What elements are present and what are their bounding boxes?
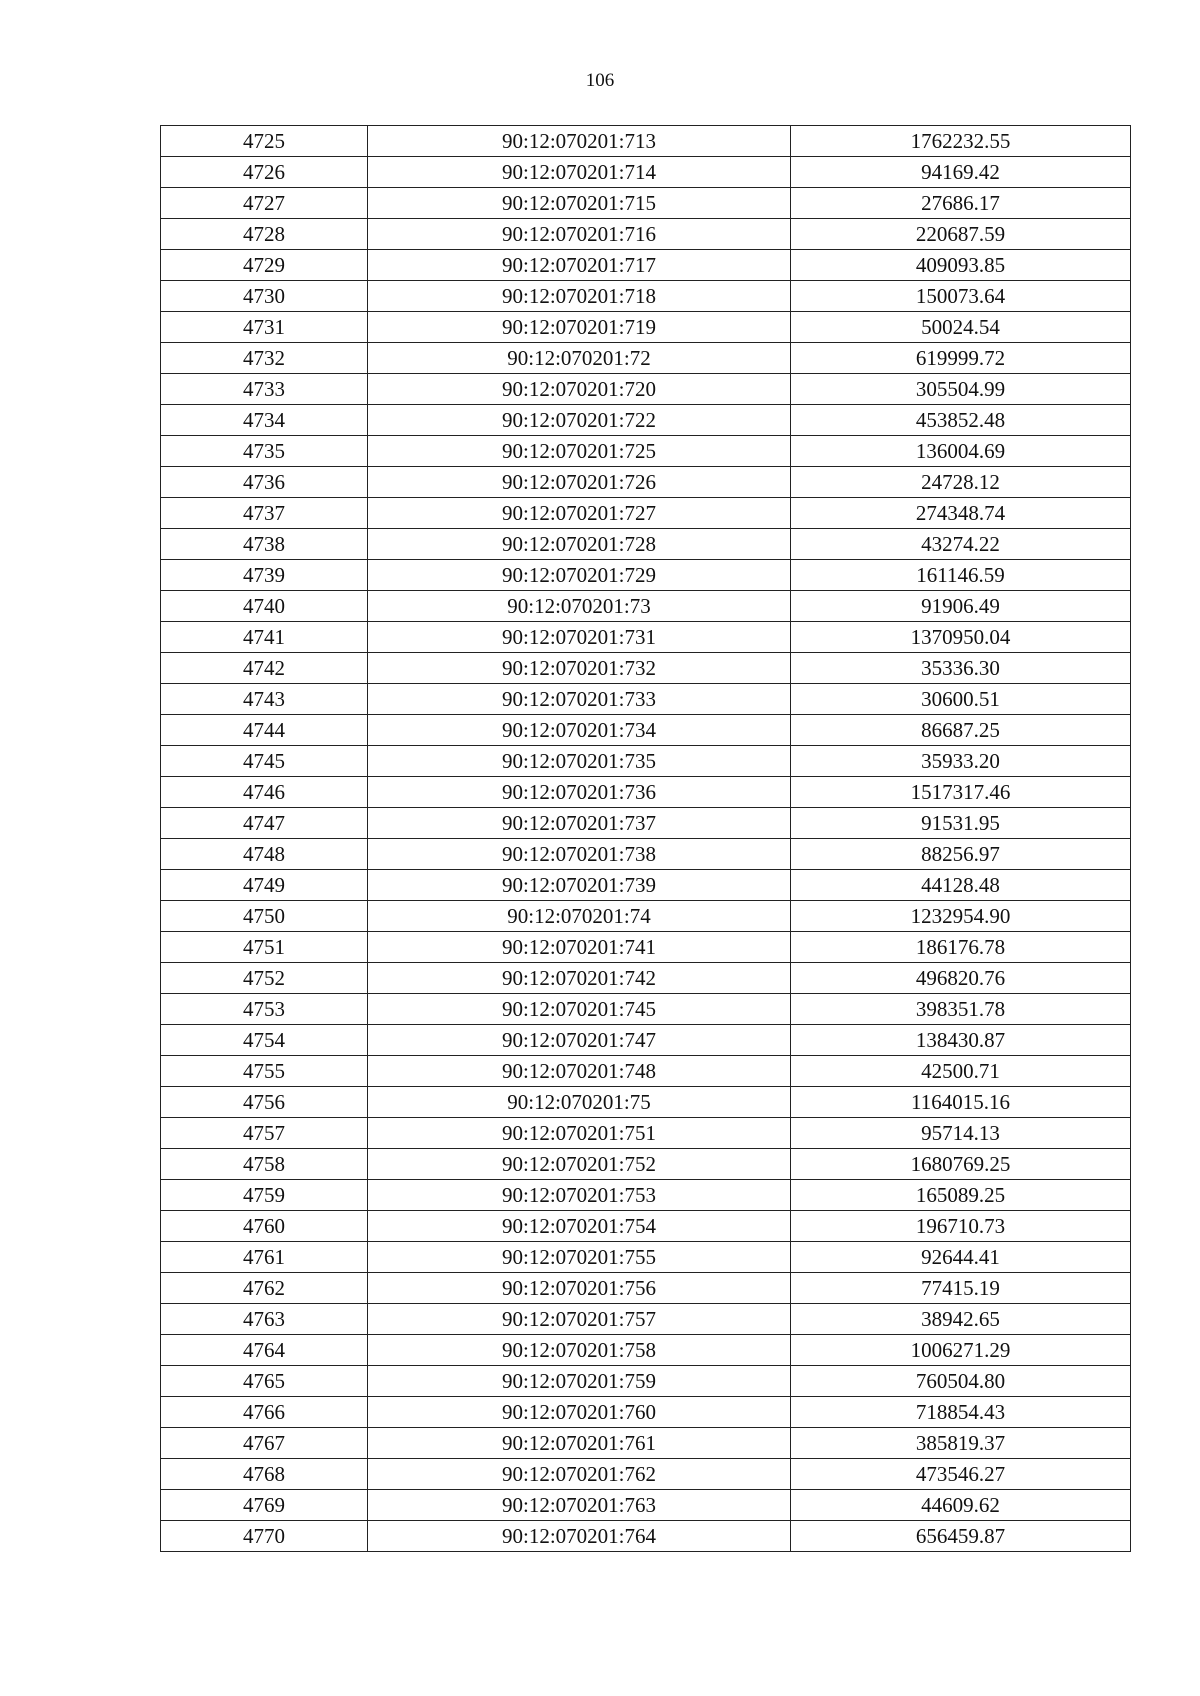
table-row [161,839,1131,870]
table-row [161,808,1131,839]
cadastral-number-cell: 90:12:070201:725 [368,436,791,467]
value-cell: 42500.71 [791,1056,1131,1087]
row-number-cell: 4736 [161,467,368,498]
row-number-cell: 4745 [161,746,368,777]
table-row [161,405,1131,436]
value-cell: 1164015.16 [791,1087,1131,1118]
value-cell: 136004.69 [791,436,1131,467]
table-row [161,653,1131,684]
row-number-cell: 4756 [161,1087,368,1118]
cadastral-number-cell: 90:12:070201:733 [368,684,791,715]
cadastral-number-cell: 90:12:070201:732 [368,653,791,684]
row-number-cell: 4739 [161,560,368,591]
cadastral-number-cell: 90:12:070201:726 [368,467,791,498]
cadastral-number-cell: 90:12:070201:751 [368,1118,791,1149]
row-number-cell: 4742 [161,653,368,684]
cadastral-number-cell: 90:12:070201:718 [368,281,791,312]
value-cell: 43274.22 [791,529,1131,560]
cadastral-number-cell: 90:12:070201:715 [368,188,791,219]
cadastral-number-cell: 90:12:070201:739 [368,870,791,901]
row-number-cell: 4763 [161,1304,368,1335]
cadastral-number-cell: 90:12:070201:729 [368,560,791,591]
cadastral-number-cell: 90:12:070201:734 [368,715,791,746]
cadastral-number-cell: 90:12:070201:741 [368,932,791,963]
value-cell: 138430.87 [791,1025,1131,1056]
table-row [161,219,1131,250]
row-number-cell: 4749 [161,870,368,901]
value-cell: 385819.37 [791,1428,1131,1459]
cadastral-number-cell: 90:12:070201:717 [368,250,791,281]
table-row [161,777,1131,808]
table-row [161,1180,1131,1211]
value-cell: 305504.99 [791,374,1131,405]
row-number-cell: 4747 [161,808,368,839]
value-cell: 409093.85 [791,250,1131,281]
table-row [161,126,1131,157]
row-number-cell: 4740 [161,591,368,622]
table-row [161,715,1131,746]
row-number-cell: 4765 [161,1366,368,1397]
row-number-cell: 4744 [161,715,368,746]
value-cell: 150073.64 [791,281,1131,312]
value-cell: 35336.30 [791,653,1131,684]
row-number-cell: 4768 [161,1459,368,1490]
cadastral-number-cell: 90:12:070201:714 [368,157,791,188]
table-row [161,281,1131,312]
table-row [161,1521,1131,1552]
table-row [161,1056,1131,1087]
row-number-cell: 4746 [161,777,368,808]
row-number-cell: 4733 [161,374,368,405]
row-number-cell: 4764 [161,1335,368,1366]
row-number-cell: 4751 [161,932,368,963]
row-number-cell: 4737 [161,498,368,529]
value-cell: 86687.25 [791,715,1131,746]
row-number-cell: 4755 [161,1056,368,1087]
row-number-cell: 4769 [161,1490,368,1521]
row-number-cell: 4753 [161,994,368,1025]
cadastral-number-cell: 90:12:070201:754 [368,1211,791,1242]
cadastral-number-cell: 90:12:070201:758 [368,1335,791,1366]
cadastral-number-cell: 90:12:070201:719 [368,312,791,343]
cadastral-number-cell: 90:12:070201:763 [368,1490,791,1521]
table-row [161,1118,1131,1149]
cadastral-number-cell: 90:12:070201:728 [368,529,791,560]
row-number-cell: 4761 [161,1242,368,1273]
row-number-cell: 4770 [161,1521,368,1552]
value-cell: 453852.48 [791,405,1131,436]
table-row [161,436,1131,467]
value-cell: 186176.78 [791,932,1131,963]
row-number-cell: 4727 [161,188,368,219]
row-number-cell: 4734 [161,405,368,436]
row-number-cell: 4741 [161,622,368,653]
value-cell: 91906.49 [791,591,1131,622]
cadastral-number-cell: 90:12:070201:753 [368,1180,791,1211]
row-number-cell: 4731 [161,312,368,343]
cadastral-number-cell: 90:12:070201:73 [368,591,791,622]
table-row [161,1490,1131,1521]
table-row [161,1087,1131,1118]
value-cell: 220687.59 [791,219,1131,250]
value-cell: 161146.59 [791,560,1131,591]
cadastral-number-cell: 90:12:070201:764 [368,1521,791,1552]
value-cell: 496820.76 [791,963,1131,994]
value-cell: 1370950.04 [791,622,1131,653]
cadastral-number-cell: 90:12:070201:727 [368,498,791,529]
cadastral-number-cell: 90:12:070201:761 [368,1428,791,1459]
table-row [161,529,1131,560]
value-cell: 38942.65 [791,1304,1131,1335]
value-cell: 27686.17 [791,188,1131,219]
cadastral-number-cell: 90:12:070201:747 [368,1025,791,1056]
cadastral-number-cell: 90:12:070201:757 [368,1304,791,1335]
value-cell: 24728.12 [791,467,1131,498]
value-cell: 92644.41 [791,1242,1131,1273]
cadastral-number-cell: 90:12:070201:759 [368,1366,791,1397]
value-cell: 718854.43 [791,1397,1131,1428]
table-row [161,901,1131,932]
table-body [161,126,1131,1552]
row-number-cell: 4743 [161,684,368,715]
table-row [161,994,1131,1025]
row-number-cell: 4732 [161,343,368,374]
table-row [161,932,1131,963]
row-number-cell: 4767 [161,1428,368,1459]
table-row [161,1459,1131,1490]
table-row [161,746,1131,777]
value-cell: 760504.80 [791,1366,1131,1397]
table-row [161,467,1131,498]
value-cell: 44128.48 [791,870,1131,901]
row-number-cell: 4728 [161,219,368,250]
table-row [161,684,1131,715]
cadastral-number-cell: 90:12:070201:745 [368,994,791,1025]
table-row [161,1149,1131,1180]
table-row [161,1428,1131,1459]
value-cell: 1762232.55 [791,126,1131,157]
cadastral-number-cell: 90:12:070201:760 [368,1397,791,1428]
value-cell: 30600.51 [791,684,1131,715]
value-cell: 196710.73 [791,1211,1131,1242]
row-number-cell: 4748 [161,839,368,870]
row-number-cell: 4762 [161,1273,368,1304]
value-cell: 88256.97 [791,839,1131,870]
page-number: 106 [585,70,615,91]
table-row [161,963,1131,994]
value-cell: 274348.74 [791,498,1131,529]
row-number-cell: 4754 [161,1025,368,1056]
cadastral-number-cell: 90:12:070201:722 [368,405,791,436]
value-cell: 398351.78 [791,994,1131,1025]
cadastral-number-cell: 90:12:070201:756 [368,1273,791,1304]
table-row [161,188,1131,219]
row-number-cell: 4735 [161,436,368,467]
table-row [161,591,1131,622]
value-cell: 1680769.25 [791,1149,1131,1180]
table-row [161,622,1131,653]
value-cell: 165089.25 [791,1180,1131,1211]
cadastral-number-cell: 90:12:070201:716 [368,219,791,250]
value-cell: 1232954.90 [791,901,1131,932]
value-cell: 473546.27 [791,1459,1131,1490]
table-row [161,870,1131,901]
row-number-cell: 4738 [161,529,368,560]
table-row [161,1366,1131,1397]
value-cell: 44609.62 [791,1490,1131,1521]
row-number-cell: 4729 [161,250,368,281]
cadastral-number-cell: 90:12:070201:72 [368,343,791,374]
cadastral-number-cell: 90:12:070201:742 [368,963,791,994]
cadastral-number-cell: 90:12:070201:752 [368,1149,791,1180]
row-number-cell: 4750 [161,901,368,932]
row-number-cell: 4752 [161,963,368,994]
table-row [161,1025,1131,1056]
cadastral-number-cell: 90:12:070201:720 [368,374,791,405]
table-row [161,312,1131,343]
row-number-cell: 4758 [161,1149,368,1180]
cadastral-number-cell: 90:12:070201:755 [368,1242,791,1273]
cadastral-number-cell: 90:12:070201:75 [368,1087,791,1118]
row-number-cell: 4757 [161,1118,368,1149]
row-number-cell: 4726 [161,157,368,188]
cadastral-number-cell: 90:12:070201:74 [368,901,791,932]
row-number-cell: 4759 [161,1180,368,1211]
table-row [161,1211,1131,1242]
value-cell: 1006271.29 [791,1335,1131,1366]
table-row [161,1335,1131,1366]
table-row [161,374,1131,405]
cadastral-number-cell: 90:12:070201:748 [368,1056,791,1087]
cadastral-number-cell: 90:12:070201:731 [368,622,791,653]
value-cell: 91531.95 [791,808,1131,839]
data-table [160,125,1131,1552]
cadastral-number-cell: 90:12:070201:736 [368,777,791,808]
table-row [161,343,1131,374]
row-number-cell: 4725 [161,126,368,157]
value-cell: 1517317.46 [791,777,1131,808]
value-cell: 656459.87 [791,1521,1131,1552]
value-cell: 50024.54 [791,312,1131,343]
table-row [161,1304,1131,1335]
cadastral-number-cell: 90:12:070201:737 [368,808,791,839]
table-row [161,498,1131,529]
table-row [161,157,1131,188]
cadastral-number-cell: 90:12:070201:762 [368,1459,791,1490]
row-number-cell: 4766 [161,1397,368,1428]
table-row [161,250,1131,281]
value-cell: 35933.20 [791,746,1131,777]
row-number-cell: 4760 [161,1211,368,1242]
cadastral-number-cell: 90:12:070201:738 [368,839,791,870]
value-cell: 77415.19 [791,1273,1131,1304]
cadastral-number-cell: 90:12:070201:735 [368,746,791,777]
row-number-cell: 4730 [161,281,368,312]
table-row [161,1242,1131,1273]
cadastral-number-cell: 90:12:070201:713 [368,126,791,157]
value-cell: 94169.42 [791,157,1131,188]
table-row [161,1397,1131,1428]
value-cell: 619999.72 [791,343,1131,374]
table-row [161,1273,1131,1304]
table-row [161,560,1131,591]
value-cell: 95714.13 [791,1118,1131,1149]
